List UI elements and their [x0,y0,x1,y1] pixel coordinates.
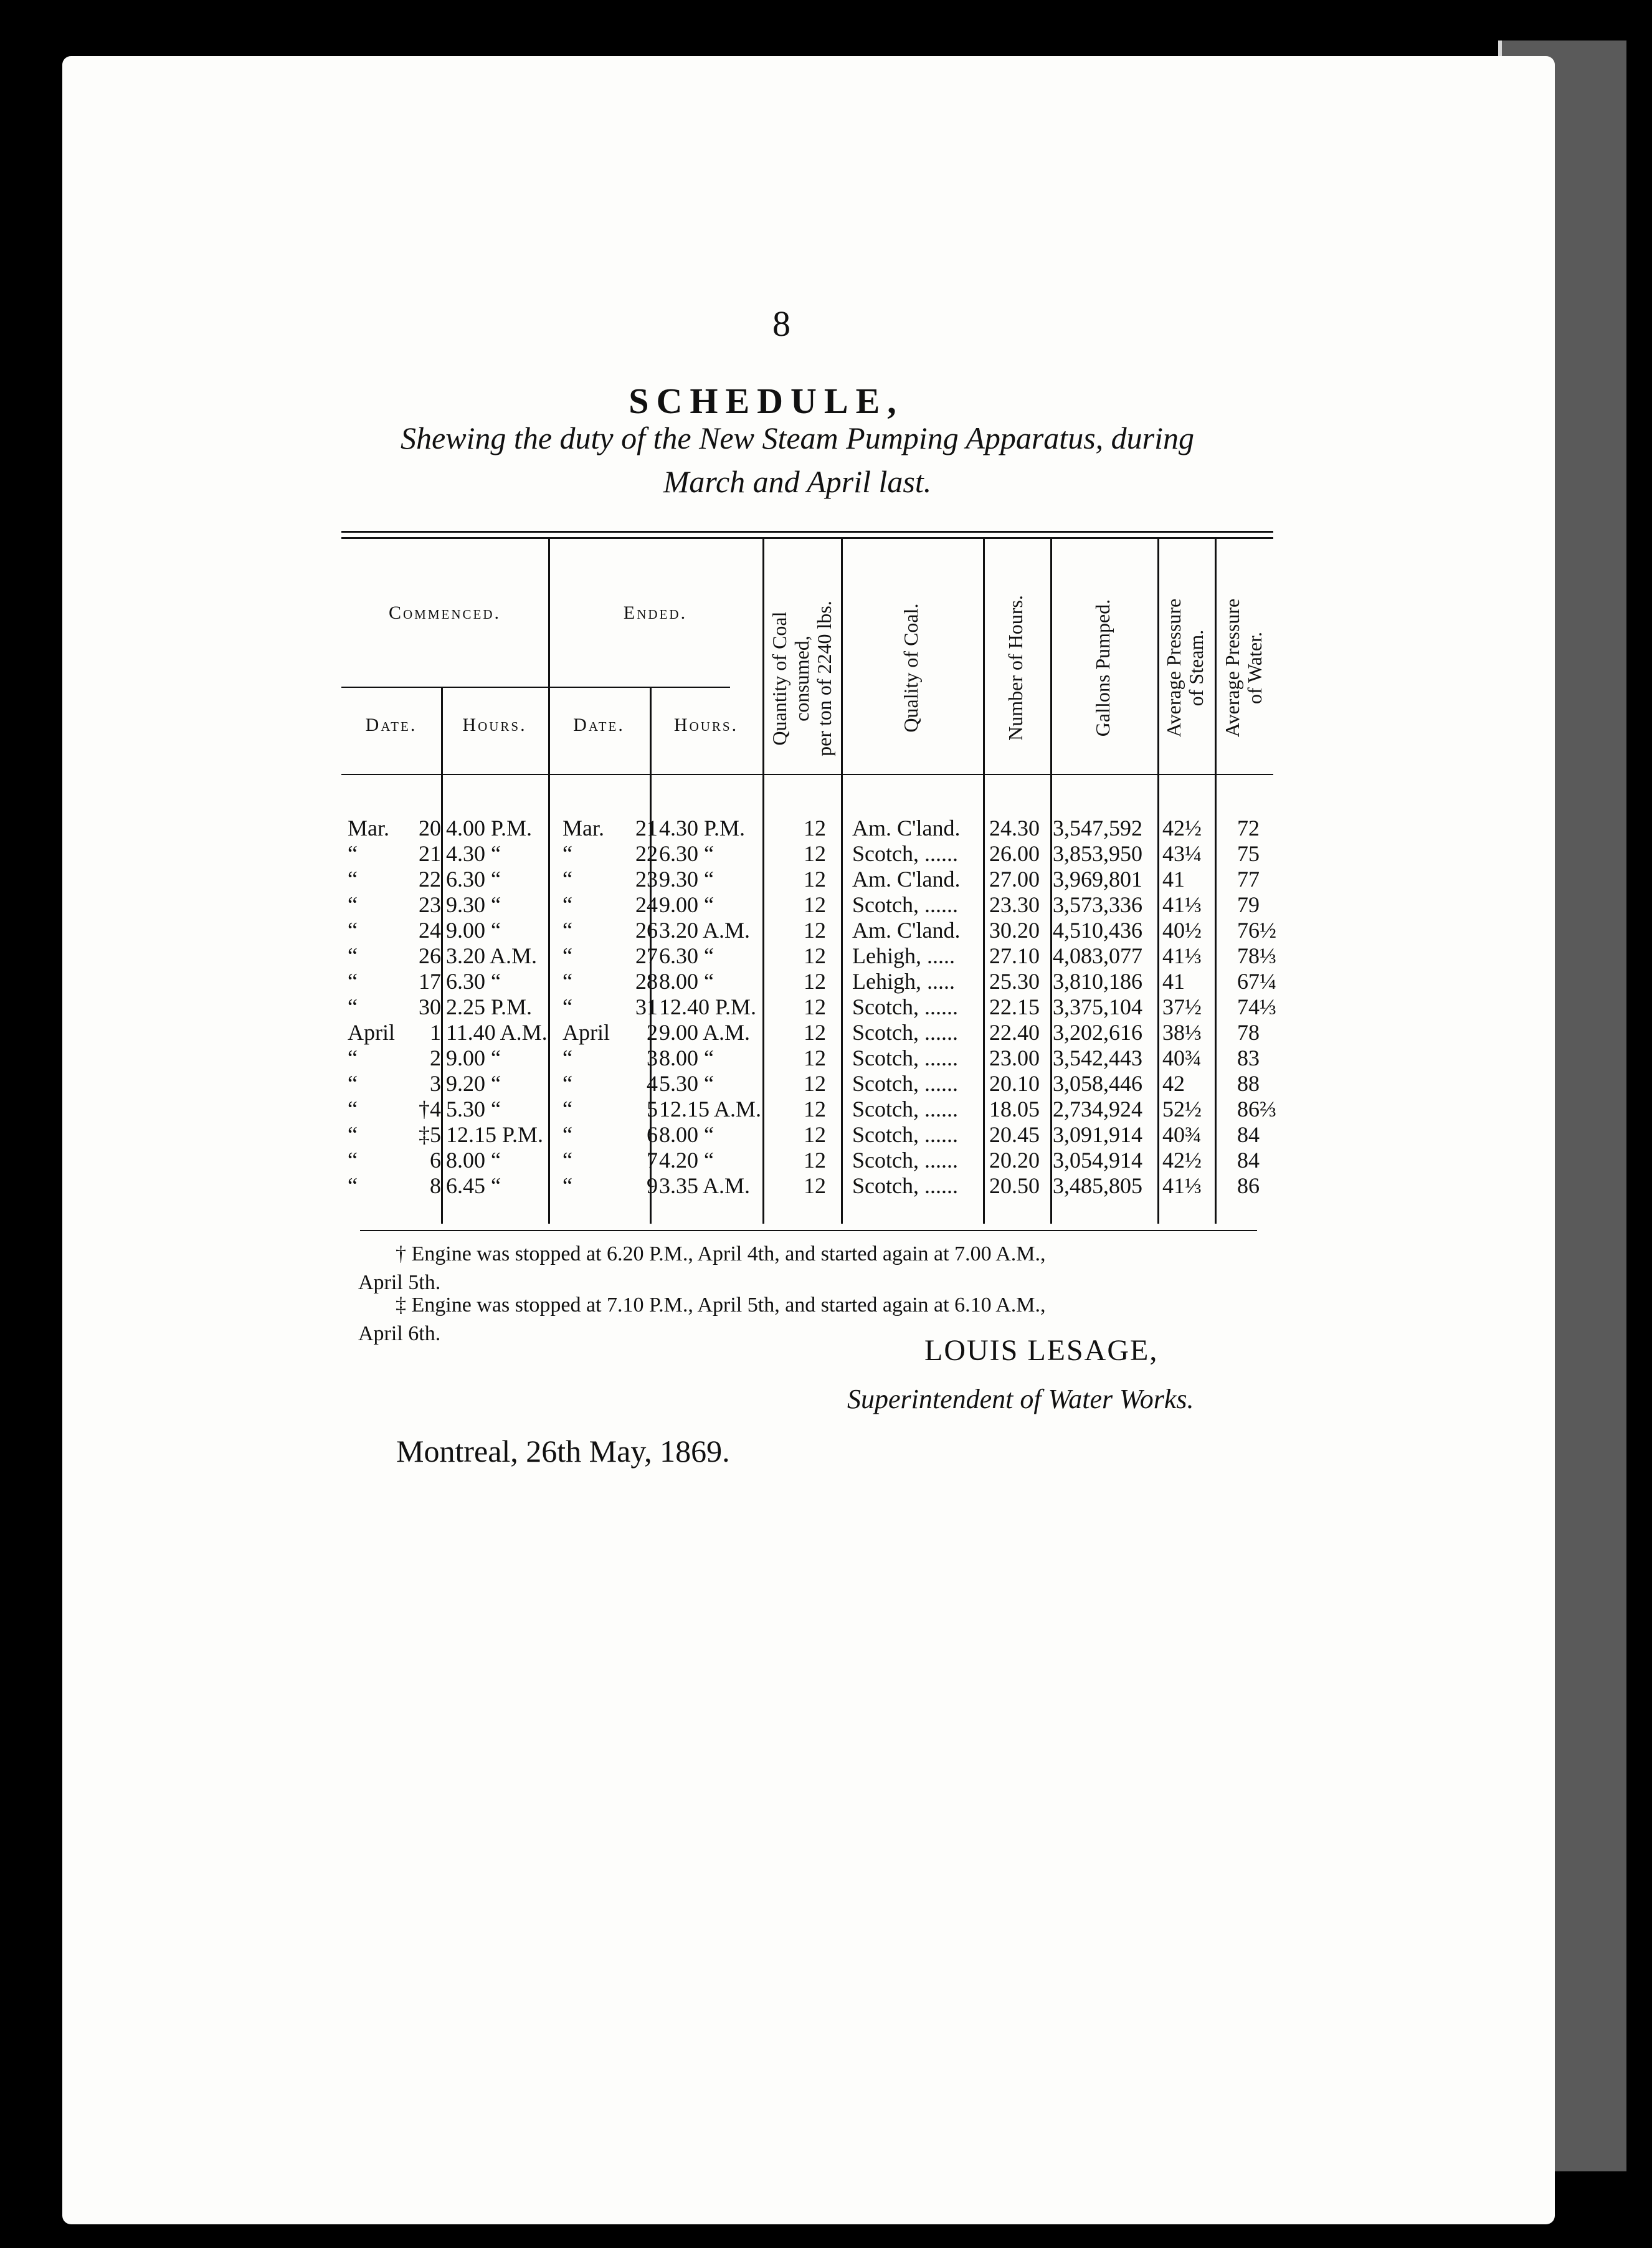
signature-title: Superintendent of Water Works. [847,1384,1194,1414]
cell-quality: Lehigh, ..... [852,943,955,968]
cell-e-month: “ [563,892,572,917]
cell-e-hours: 9.00 “ [659,892,714,917]
cell-c-day: 24 [419,918,441,943]
cell-quality: Lehigh, ..... [852,969,955,994]
cell-water: 88 [1237,1071,1260,1096]
cell-c-hours: 12.15 P.M. [446,1122,544,1147]
cell-e-day: 2 [647,1020,658,1045]
cell-coal: 12 [804,918,826,943]
footnote-dagger-line-1: † Engine was stopped at 6.20 P.M., April 4th, and started again at 7.00 A.M., [396,1242,1046,1265]
cell-c-month: “ [348,1045,358,1070]
cell-c-month: “ [348,1122,358,1147]
cell-steam: 40¾ [1162,1045,1202,1070]
cell-e-day: 3 [647,1045,658,1070]
cell-e-day: 6 [647,1122,658,1147]
cell-gallons: 3,853,950 [1053,841,1142,866]
cell-c-month: “ [348,1071,358,1096]
page-number: 8 [772,303,790,344]
table-bottom-rule [360,1230,1257,1231]
header-coal-quality: Quality of Coal. [900,603,922,733]
cell-c-hours: 4.30 “ [446,841,501,866]
cell-quality: Scotch, ...... [852,1071,958,1096]
cell-e-hours: 8.00 “ [659,1122,714,1147]
cell-coal: 12 [804,1045,826,1070]
cell-quality: Scotch, ...... [852,1148,958,1173]
cell-gallons: 2,734,924 [1053,1097,1142,1122]
cell-steam: 41⅓ [1162,892,1202,917]
cell-e-month: April [563,1020,610,1045]
cell-e-day: 4 [647,1071,658,1096]
cell-quality: Scotch, ...... [852,1122,958,1147]
cell-num-hours: 27.10 [989,943,1040,968]
cell-water: 86 [1237,1173,1260,1198]
cell-gallons: 4,510,436 [1053,918,1142,943]
cell-c-hours: 11.40 A.M. [446,1020,548,1045]
cell-c-day: 8 [430,1173,441,1198]
cell-water: 76½ [1237,918,1276,943]
table-row [341,994,1276,1020]
cell-e-day: 28 [635,969,658,994]
cell-num-hours: 22.40 [989,1020,1040,1045]
table-row [341,943,1276,969]
cell-c-day: 20 [419,816,441,841]
header-ended-date: Date. [573,715,625,735]
header-water-pressure: Average Pressure of Water. [1221,598,1266,738]
cell-water: 72 [1237,816,1260,841]
cell-gallons: 3,542,443 [1053,1045,1142,1070]
cell-e-hours: 12.15 A.M. [659,1097,762,1122]
cell-e-hours: 5.30 “ [659,1071,714,1096]
cell-e-hours: 3.35 A.M. [659,1173,751,1198]
cell-water: 77 [1237,867,1260,892]
cell-e-hours: 4.30 P.M. [659,816,746,841]
cell-num-hours: 24.30 [989,816,1040,841]
cell-coal: 12 [804,841,826,866]
cell-c-day: ‡5 [419,1122,441,1147]
header-steam-pressure: Average Pressure of Steam. [1162,598,1207,738]
header-number-of-hours: Number of Hours. [1004,595,1027,741]
table-row [341,1070,1273,1097]
cell-e-hours: 6.30 “ [659,943,714,968]
cell-coal: 12 [804,994,826,1019]
cell-steam: 41 [1162,867,1185,892]
table-row [341,1096,1276,1122]
cell-c-hours: 3.20 A.M. [446,943,538,968]
cell-num-hours: 23.00 [989,1045,1040,1070]
cell-water: 84 [1237,1148,1260,1173]
header-commenced-date: Date. [365,715,417,735]
cell-gallons: 3,547,592 [1053,816,1142,841]
cell-e-month: Mar. [563,816,604,841]
cell-num-hours: 30.20 [989,918,1040,943]
cell-e-month: “ [563,1148,572,1173]
cell-c-day: 6 [430,1148,441,1173]
cell-steam: 40½ [1162,918,1202,943]
cell-water: 67¼ [1237,969,1276,994]
cell-c-hours: 4.00 P.M. [446,816,533,841]
cell-e-month: “ [563,1122,572,1147]
table-row [341,1122,1273,1148]
cell-e-day: 22 [635,841,658,866]
cell-quality: Scotch, ...... [852,994,958,1019]
cell-c-hours: 5.30 “ [446,1097,501,1122]
cell-e-day: 27 [635,943,658,968]
header-coal-quantity: Quantity of Coal consumed, per ton of 2240 lbs. [768,601,835,756]
cell-quality: Am. C'land. [852,918,961,943]
footnote-dagger-line-2: April 5th. [358,1271,441,1294]
table-row [341,1045,1273,1071]
cell-water: 74⅓ [1237,994,1276,1019]
cell-c-month: “ [348,867,358,892]
cell-num-hours: 25.30 [989,969,1040,994]
cell-coal: 12 [804,1148,826,1173]
cell-num-hours: 23.30 [989,892,1040,917]
cell-quality: Am. C'land. [852,867,961,892]
cell-c-hours: 9.20 “ [446,1071,501,1096]
cell-e-month: “ [563,1071,572,1096]
cell-c-month: “ [348,1097,358,1122]
table-row [341,815,1273,841]
cell-gallons: 3,091,914 [1053,1122,1142,1147]
cell-steam: 41 [1162,969,1185,994]
cell-e-hours: 3.20 A.M. [659,918,751,943]
cell-num-hours: 20.45 [989,1122,1040,1147]
cell-e-month: “ [563,1097,572,1122]
cell-gallons: 3,573,336 [1053,892,1142,917]
cell-c-month: “ [348,918,358,943]
header-gallons-pumped: Gallons Pumped. [1091,599,1114,737]
cell-e-month: “ [563,867,572,892]
cell-steam: 52½ [1162,1097,1202,1122]
cell-water: 75 [1237,841,1260,866]
table-row [341,866,1273,892]
cell-e-day: 24 [635,892,658,917]
cell-num-hours: 20.20 [989,1148,1040,1173]
cell-num-hours: 27.00 [989,867,1040,892]
cell-c-hours: 2.25 P.M. [446,994,533,1019]
cell-coal: 12 [804,1173,826,1198]
schedule-subtitle [324,416,1271,503]
cell-coal: 12 [804,969,826,994]
cell-e-hours: 6.30 “ [659,841,714,866]
cell-e-day: 5 [647,1097,658,1122]
cell-c-hours: 9.00 “ [446,1045,501,1070]
cell-num-hours: 22.15 [989,994,1040,1019]
cell-c-day: 17 [419,969,441,994]
cell-coal: 12 [804,1020,826,1045]
cell-c-month: “ [348,969,358,994]
cell-coal: 12 [804,1122,826,1147]
cell-c-month: “ [348,943,358,968]
table-row [341,1147,1273,1173]
cell-quality: Scotch, ...... [852,1173,958,1198]
table-top-rule [341,531,1273,533]
cell-steam: 38⅓ [1162,1020,1202,1045]
cell-e-day: 23 [635,867,658,892]
cell-gallons: 3,375,104 [1053,994,1142,1019]
cell-water: 78 [1237,1020,1260,1045]
place-and-date: Montreal, 26th May, 1869. [396,1434,730,1469]
cell-water: 79 [1237,892,1260,917]
signature-name: LOUIS LESAGE, [924,1334,1159,1367]
cell-c-day: 26 [419,943,441,968]
cell-coal: 12 [804,943,826,968]
cell-e-day: 26 [635,918,658,943]
cell-e-hours: 9.30 “ [659,867,714,892]
cell-num-hours: 20.50 [989,1173,1040,1198]
cell-e-hours: 12.40 P.M. [659,994,757,1019]
cell-c-day: 22 [419,867,441,892]
cell-c-day: 23 [419,892,441,917]
schedule-table [341,531,1276,1234]
header-commenced-hours: Hours. [462,715,527,735]
cell-coal: 12 [804,867,826,892]
cell-c-day: 3 [430,1071,441,1096]
cell-num-hours: 26.00 [989,841,1040,866]
cell-c-month: Mar. [348,816,389,841]
cell-num-hours: 20.10 [989,1071,1040,1096]
cell-quality: Am. C'land. [852,816,961,841]
cell-gallons: 3,054,914 [1053,1148,1142,1173]
table-row [341,1019,1273,1045]
cell-steam: 42½ [1162,816,1202,841]
cell-c-day: 1 [430,1020,441,1045]
table-row [341,968,1276,994]
cell-e-day: 31 [635,994,658,1019]
cell-c-hours: 6.30 “ [446,969,501,994]
cell-e-month: “ [563,969,572,994]
cell-water: 84 [1237,1122,1260,1147]
cell-c-hours: 8.00 “ [446,1148,501,1173]
table-top-rule-2 [341,537,1273,539]
cell-e-hours: 4.20 “ [659,1148,714,1173]
cell-steam: 41⅓ [1162,1173,1202,1198]
header-ended: Ended. [623,602,688,623]
cell-c-hours: 9.30 “ [446,892,501,917]
cell-water: 83 [1237,1045,1260,1070]
header-commenced: Commenced. [388,602,501,623]
cell-e-month: “ [563,918,572,943]
cell-gallons: 4,083,077 [1053,943,1142,968]
cell-steam: 43¼ [1162,841,1202,866]
cell-gallons: 3,485,805 [1053,1173,1142,1198]
cell-e-hours: 8.00 “ [659,969,714,994]
subheader-rule [341,687,730,688]
cell-water: 78⅓ [1237,943,1276,968]
cell-c-day: 30 [419,994,441,1019]
cell-steam: 42½ [1162,1148,1202,1173]
cell-c-day: 2 [430,1045,441,1070]
cell-c-month: “ [348,841,358,866]
footnote-double-dagger-line-1: ‡ Engine was stopped at 7.10 P.M., April 5th, and started again at 6.10 A.M., [396,1293,1046,1317]
cell-e-month: “ [563,841,572,866]
cell-c-hours: 6.45 “ [446,1173,501,1198]
cell-quality: Scotch, ...... [852,841,958,866]
cell-steam: 42 [1162,1071,1185,1096]
cell-gallons: 3,969,801 [1053,867,1142,892]
cell-quality: Scotch, ...... [852,1097,958,1122]
cell-gallons: 3,202,616 [1053,1020,1142,1045]
cell-c-month: “ [348,994,358,1019]
footnote-dagger [358,1240,1280,1297]
cell-e-month: “ [563,1045,572,1070]
table-row [341,917,1276,943]
table-row [341,1173,1273,1199]
cell-steam: 41⅓ [1162,943,1202,968]
cell-e-hours: 8.00 “ [659,1045,714,1070]
subtitle-line-1: Shewing the duty of the New Steam Pumping Apparatus, during [401,421,1194,455]
cell-c-day: †4 [419,1097,441,1122]
cell-c-month: “ [348,1173,358,1198]
table-row [341,841,1273,867]
schedule-title: SCHEDULE, [629,381,904,421]
cell-coal: 12 [804,1097,826,1122]
cell-e-day: 7 [647,1148,658,1173]
cell-quality: Scotch, ...... [852,892,958,917]
cell-coal: 12 [804,892,826,917]
cell-gallons: 3,810,186 [1053,969,1142,994]
cell-quality: Scotch, ...... [852,1045,958,1070]
cell-e-day: 9 [647,1173,658,1198]
cell-gallons: 3,058,446 [1053,1071,1142,1096]
cell-steam: 40¾ [1162,1122,1202,1147]
cell-c-month: “ [348,892,358,917]
table-row [341,892,1273,918]
cell-c-day: 21 [419,841,441,866]
cell-quality: Scotch, ...... [852,1020,958,1045]
cell-water: 86⅔ [1237,1097,1276,1122]
cell-c-hours: 9.00 “ [446,918,501,943]
cell-coal: 12 [804,816,826,841]
subtitle-line-2: March and April last. [663,464,932,499]
cell-c-month: “ [348,1148,358,1173]
cell-e-day: 21 [635,816,658,841]
cell-coal: 12 [804,1071,826,1096]
cell-c-month: April [348,1020,395,1045]
cell-num-hours: 18.05 [989,1097,1040,1122]
footnote-double-dagger-line-2: April 6th. [358,1322,441,1345]
cell-e-hours: 9.00 A.M. [659,1020,751,1045]
header-ended-hours: Hours. [673,715,739,735]
cell-e-month: “ [563,994,572,1019]
cell-e-month: “ [563,943,572,968]
cell-steam: 37½ [1162,994,1202,1019]
cell-c-hours: 6.30 “ [446,867,501,892]
cell-e-month: “ [563,1173,572,1198]
